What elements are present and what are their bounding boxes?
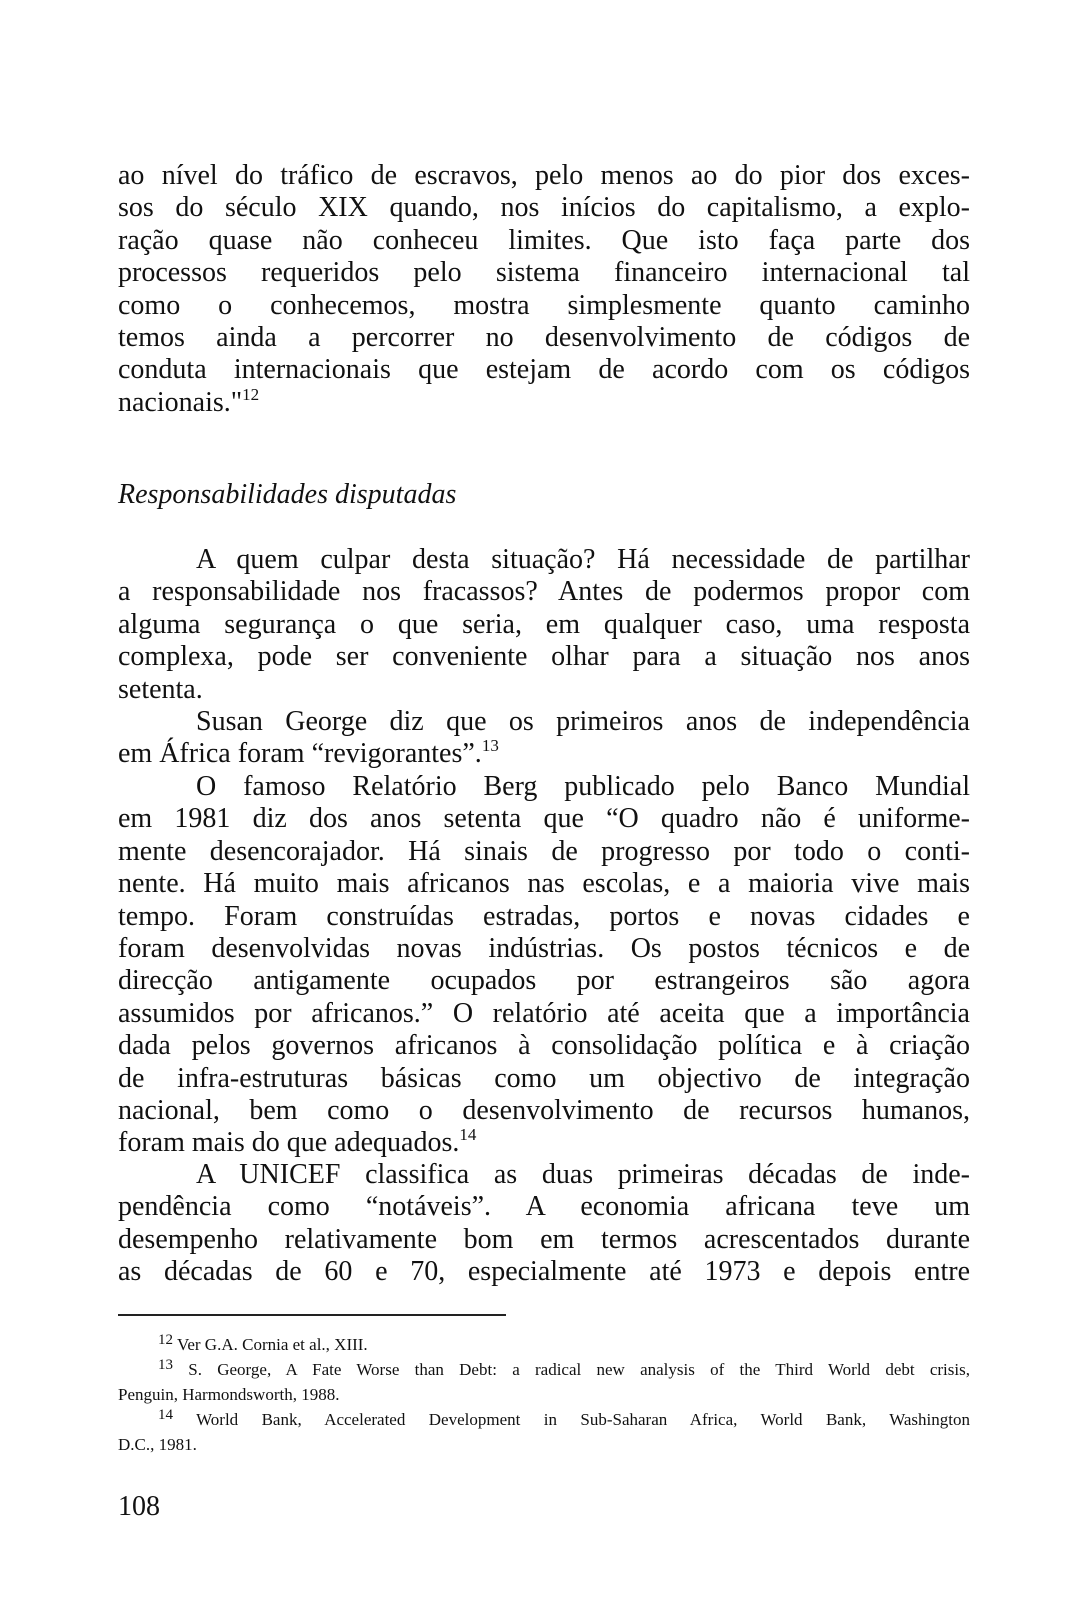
text-line: de infra-estruturas básicas como um objectivo de integração [118,1062,970,1094]
text-line [118,1127,970,1159]
paragraph-4 [118,771,970,1160]
text-line: como o conhecemos, mostra simplesmente quanto caminho [118,289,970,321]
text-line: tempo. Foram construídas estradas, portos e novas cidades e [118,900,970,932]
text-line: temos ainda a percorrer no desenvolvimento de códigos de [118,321,970,353]
footnote-ref-14: 14 [459,1125,477,1145]
text-line: direcção antigamente ocupados por estrangeiros são agora [118,965,970,997]
footnote-13-continued: Penguin, Harmondsworth, 1988. [118,1385,340,1404]
footnote-ref-13: 13 [481,736,499,756]
text-line: mente desencorajador. Há sinais de progresso por todo o conti- [118,835,970,867]
footnote-ref-12: 12 [242,384,260,404]
text-line: a responsabilidade nos fracassos? Antes de podermos propor com [118,576,970,608]
text-line: A quem culpar desta situação? Há necessidade de partilhar [196,544,970,575]
text-line: desempenho relativamente bom em termos acrescentados durante [118,1223,970,1255]
footnote-text: Ver G.A. Cornia et al., XIII. [176,1335,368,1354]
text-line: complexa, pode ser conveniente olhar para a situação nos anos [118,641,970,673]
text-line: conduta internacionais que estejam de acordo com os códigos [118,354,970,386]
footnotes [118,1332,970,1457]
text-line: O famoso Relatório Berg publicado pelo Banco Mundial [196,771,970,802]
footnote-number: 14 [158,1407,173,1423]
footnote-number: 13 [158,1357,173,1373]
footnote-number: 12 [158,1332,173,1348]
paragraph-3 [118,706,970,771]
text-line: Susan George diz que os primeiros anos de independência [196,706,970,737]
page-number: 108 [118,1491,160,1522]
paragraph-2 [118,544,970,706]
text: nacionais." [118,386,243,418]
text: em África foram “revigorantes”. [118,738,482,770]
footnote-14 [118,1407,970,1432]
text-line: setenta. [118,673,203,705]
text-line: em 1981 diz dos anos setenta que “O quadro não é uniforme- [118,803,970,835]
text-line: processos requeridos pelo sistema financeiro internacional tal [118,257,970,289]
text-line: dada pelos governos africanos à consolidação política e à criação [118,1030,970,1062]
footnote-13 [118,1357,970,1382]
paragraph-5 [118,1159,970,1289]
text-line: ao nível do tráfico de escravos, pelo menos ao do pior dos exces- [118,160,970,191]
text-line: nente. Há muito mais africanos nas escolas, e a maioria vive mais [118,868,970,900]
text-line: assumidos por africanos.” O relatório até aceita que a importância [118,997,970,1029]
text-line [118,384,970,419]
section-heading: Responsabilidades disputadas [118,479,457,510]
text-line: foram desenvolvidas novas indústrias. Os postos técnicos e de [118,932,970,964]
footnote-divider [118,1314,506,1316]
text-line: pendência como “notáveis”. A economia africana teve um [118,1191,970,1223]
text-line: A UNICEF classifica as duas primeiras décadas de inde- [196,1159,970,1190]
paragraph-1 [118,160,970,419]
footnote-14-continued: D.C., 1981. [118,1435,197,1454]
text-line [118,738,970,770]
text-line: as décadas de 60 e 70, especialmente até 1973 e depois entre [118,1256,970,1288]
footnote-text: S. George, A Fate Worse than Debt: a radical new analysis of the Third World debt crisis, [188,1360,970,1379]
text-line: sos do século XIX quando, nos inícios do capitalismo, a explo- [118,192,970,224]
text: foram mais do que adequados. [118,1127,460,1159]
text-line: nacional, bem como o desenvolvimento de recursos humanos, [118,1094,970,1126]
footnote-text: World Bank, Accelerated Development in Sub-Saharan Africa, World Bank, Washington [196,1410,970,1429]
footnote-12 [118,1332,970,1357]
text-line: ração quase não conheceu limites. Que isto faça parte dos [118,224,970,256]
text-line: alguma segurança o que seria, em qualquer caso, uma resposta [118,608,970,640]
